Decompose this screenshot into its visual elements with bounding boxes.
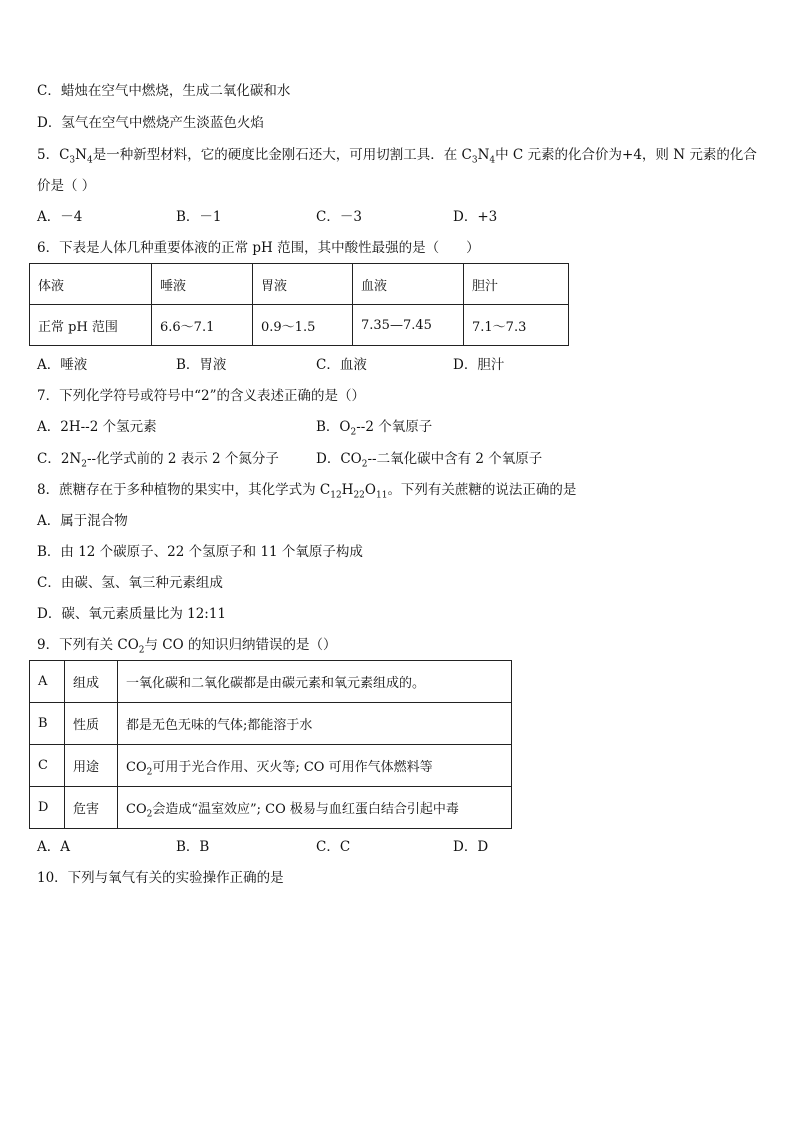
table-cell: 7.35—7.45 (353, 305, 464, 346)
q6-stem: 6．下表是人体几种重要体液的正常 pH 范围，其中酸性最强的是（ ） (37, 240, 480, 256)
table-cell: 组成 (65, 661, 118, 703)
table-cell: 性质 (65, 703, 118, 745)
q5-option-d: D．+3 (453, 209, 498, 225)
table-row (30, 264, 569, 305)
q4-option-c: C．蜡烛在空气中燃烧，生成二氧化碳和水 (37, 83, 291, 99)
table-cell: 7.1～7.3 (464, 305, 569, 346)
q5-stem-line2: 价是（ ） (37, 178, 96, 194)
table-cell: 胃液 (253, 264, 353, 305)
table-cell: 正常 pH 范围 (30, 305, 152, 346)
table-cell: $CO_2$可用于光合作用、灭火等; CO 可用作气体燃料等 (118, 745, 512, 787)
q7-option-d: D．$CO_2--$二氧化碳中含有 2 个氧原子 (316, 451, 543, 470)
q6-option-b: B．胃液 (176, 357, 227, 373)
table-cell: B (30, 703, 65, 745)
q8-stem: 8．蔗糖存在于多种植物的果实中，其化学式为 $C_{12}H_{22}O_{11}$。下列有关蔗糖的说法正确的是 (37, 482, 577, 501)
table-cell: 都是无色无味的气体;都能溶于水 (118, 703, 512, 745)
q9-co-table (29, 660, 512, 829)
table-cell: 体液 (30, 264, 152, 305)
q8-option-a: A．属于混合物 (37, 513, 128, 529)
table-cell: A (30, 661, 65, 703)
table-cell: D (30, 787, 65, 829)
table-cell: 血液 (353, 264, 464, 305)
q9-option-d: D．D (453, 839, 489, 855)
q7-option-b: B．$O_2--2$ 个氧原子 (316, 419, 433, 438)
table-row (30, 305, 569, 346)
table-cell: 用途 (65, 745, 118, 787)
q9-stem: 9．下列有关 $CO_2$与 CO 的知识归纳错误的是（） (37, 637, 337, 656)
q5-stem: 5．$C_3N_4$是一种新型材料，它的硬度比金刚石还大，可用切割工具．在 $C_3N_4$中 C 元素的化合价为+4，则 N 元素的化合 (37, 147, 757, 166)
q6-ph-table (29, 263, 569, 346)
q5-option-b: B．－1 (176, 209, 222, 225)
q9-option-b: B．B (176, 839, 210, 855)
q6-option-a: A．唾液 (37, 357, 88, 373)
table-row (30, 787, 512, 829)
table-cell: C (30, 745, 65, 787)
q6-option-d: D．胆汁 (453, 357, 505, 373)
table-cell: 危害 (65, 787, 118, 829)
q7-stem: 7．下列化学符号或符号中“2”的含义表述正确的是（） (37, 388, 365, 404)
q5-option-c: C．－3 (316, 209, 362, 225)
table-cell: 0.9～1.5 (253, 305, 353, 346)
table-row (30, 745, 512, 787)
table-cell: $CO_2$会造成“温室效应”; CO 极易与血红蛋白结合引起中毒 (118, 787, 512, 829)
table-cell: 6.6～7.1 (152, 305, 253, 346)
q5-option-a: A．－4 (37, 209, 83, 225)
q9-option-a: A．A (37, 839, 70, 855)
q6-option-c: C．血液 (316, 357, 367, 373)
q8-option-d: D．碳、氧元素质量比为 12:11 (37, 606, 227, 622)
q4-option-d: D．氢气在空气中燃烧产生淡蓝色火焰 (37, 115, 264, 131)
table-cell: 胆汁 (464, 264, 569, 305)
table-row (30, 661, 512, 703)
q8-option-b: B．由 12 个碳原子、22 个氢原子和 11 个氧原子构成 (37, 544, 363, 560)
q7-option-c: C．$2N_2--$化学式前的 2 表示 2 个氮分子 (37, 451, 279, 470)
q8-option-c: C．由碳、氢、氧三种元素组成 (37, 575, 223, 591)
table-cell: 一氧化碳和二氧化碳都是由碳元素和氧元素组成的。 (118, 661, 512, 703)
q10-stem: 10．下列与氧气有关的实验操作正确的是 (37, 870, 284, 886)
table-row (30, 703, 512, 745)
q9-option-c: C．C (316, 839, 351, 855)
table-cell: 唾液 (152, 264, 253, 305)
q7-option-a: A．2H--2 个氢元素 (37, 419, 157, 435)
